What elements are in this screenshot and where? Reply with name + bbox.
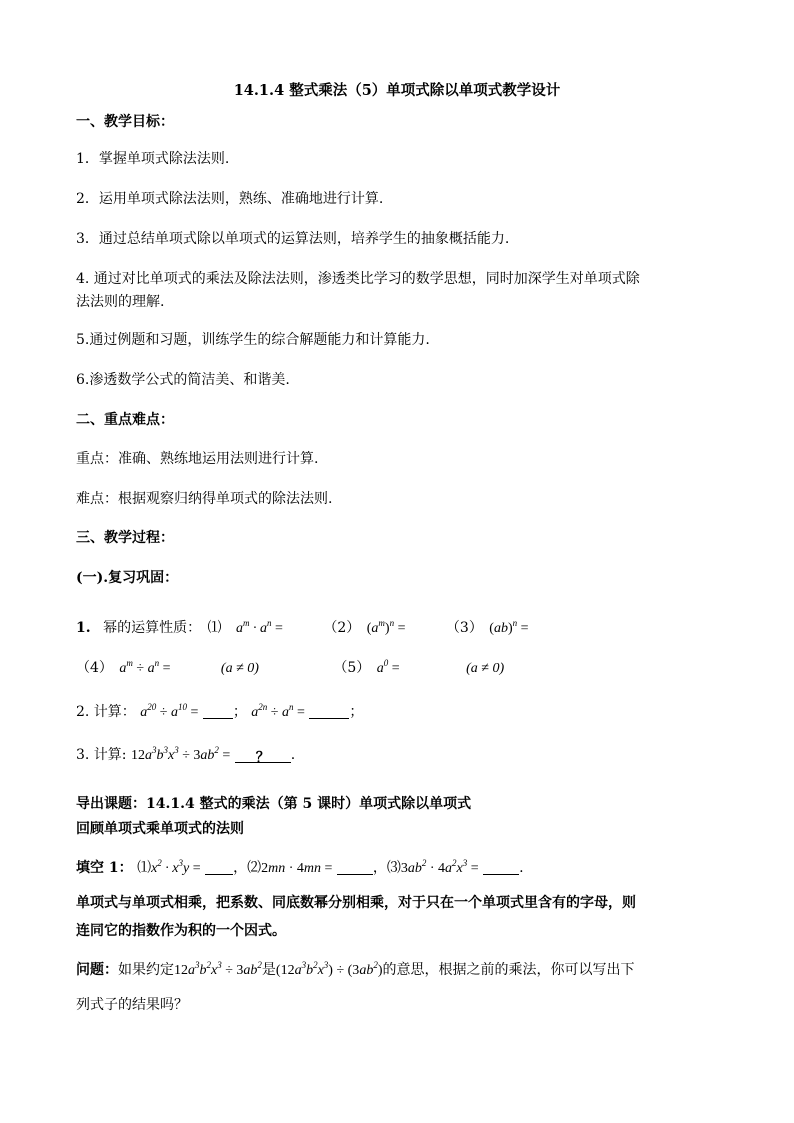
document-title: 14.1.4 整式乘法（5）单项式除以单项式教学设计 (233, 82, 561, 99)
question-2-label: 2. 计算： (76, 704, 136, 720)
question-paragraph-line-1 (76, 960, 634, 981)
subsection-review: (一).复习巩固： (76, 570, 179, 586)
rule-text: 单项式与单项式相乘，把系数、同底数幂分别相乘，对于只在一个单项式里含有的字母，则 (76, 895, 636, 911)
question-1-label: 1. (76, 620, 91, 636)
separator: ； (232, 704, 247, 720)
formula-q-grouped: $(12a^3b^2x^3) \div (3ab^2)$ (275, 960, 383, 978)
period: . (519, 860, 524, 876)
question-text: 如果约定 (118, 962, 174, 978)
fill-part-1-label: ⑴ (137, 860, 152, 876)
formula-power-product: $a^m \cdot a^n$ = (235, 618, 283, 636)
question-3-label: 3. 计算: (76, 747, 127, 763)
part-1-label: ⑴ (207, 620, 222, 636)
formula-q-division: $12a^3b^2x^3 \div 3ab^2$ (174, 960, 262, 978)
key-point-text: 重点：准确、熟练地运用法则进行计算. (76, 451, 319, 467)
formula-fill-1: $x^2 \cdot x^3y$ = (151, 858, 201, 876)
formula-power-quotient: $a^m \div a^n$ = (119, 658, 171, 676)
question-1-text: 幂的运算性质： (103, 620, 202, 636)
objective-item: 6.渗透数学公式的简洁美、和谐美. (76, 372, 290, 388)
topic-heading: 导出课题：14.1.4 整式的乘法（第 5 课时）单项式除以单项式 (76, 796, 472, 812)
difficulty-text: 难点：根据观察归纳得单项式的除法法则. (76, 491, 333, 507)
answer-blank[interactable] (483, 860, 519, 875)
section-heading-process: 三、教学过程： (76, 530, 174, 546)
objective-item: 法法则的理解. (76, 294, 165, 310)
fill-part-2-label: ，⑵ (233, 860, 262, 876)
part-2-label: （2） (323, 620, 361, 636)
period: . (290, 747, 296, 763)
fill-part-3-label: ，⑶ (372, 860, 401, 876)
question-2 (76, 702, 363, 723)
answer-blank[interactable] (337, 860, 373, 875)
question-1-row-1 (76, 618, 529, 639)
fill-blank-1 (76, 858, 524, 879)
question-text: 的意思，根据之前的乘法，你可以写出下 (382, 962, 635, 978)
question-text: 是 (261, 962, 276, 978)
question-paragraph-line-2: 列式子的结果吗？ (76, 997, 188, 1013)
objective-item: 1．掌握单项式除法法则. (76, 151, 230, 167)
formula-fill-2: 2mn · 4mn = (261, 861, 333, 876)
part-5-label: （5） (333, 660, 371, 676)
question-label: 问题： (76, 962, 118, 978)
review-heading: 回顾单项式乘单项式的法则 (76, 821, 244, 837)
question-1-row-2 (76, 658, 504, 679)
formula-product-power: (ab)$^n$ = (489, 618, 529, 636)
formula-q2a: $a^{20} \div a^{10}$ = (140, 702, 199, 720)
fill-label: 填空 1： (76, 860, 133, 876)
formula-q3: $12a^3b^3x^3 \div 3ab^2$ = (130, 745, 231, 763)
answer-blank[interactable] (203, 704, 233, 719)
objective-item: 5.通过例题和习题，训练学生的综合解题能力和计算能力. (76, 332, 430, 348)
answer-blank[interactable] (205, 860, 233, 875)
objective-item: 3．通过总结单项式除以单项式的运算法则，培养学生的抽象概括能力. (76, 231, 510, 247)
rule-text: 连同它的指数作为积的一个因式。 (76, 923, 286, 939)
objective-item: 4. 通过对比单项式的乘法及除法法则，渗透类比学习的数学思想，同时加深学生对单项式除 (76, 271, 640, 287)
answer-blank[interactable]: ？ (235, 748, 291, 763)
part-4-label: （4） (76, 660, 113, 676)
separator: ； (349, 704, 364, 720)
condition-a-nonzero: (a ≠ 0) (220, 661, 259, 676)
answer-blank[interactable] (309, 704, 349, 719)
condition-a-nonzero: (a ≠ 0) (466, 661, 505, 676)
formula-zero-power: $a^0$ = (376, 658, 400, 676)
objective-item: 2．运用单项式除法法则，熟练、准确地进行计算. (76, 191, 384, 207)
section-heading-objectives: 一、教学目标： (76, 114, 174, 130)
part-3-label: （3） (445, 620, 483, 636)
section-heading-key-points: 二、重点难点： (76, 412, 174, 428)
formula-power-of-power: $(a^m)^n$ = (366, 618, 406, 636)
formula-q2b: $a^{2n} \div a^n$ = (251, 702, 305, 720)
formula-fill-3: $3ab^2 \cdot 4a^2x^3$ = (400, 858, 479, 876)
question-3 (76, 745, 295, 766)
